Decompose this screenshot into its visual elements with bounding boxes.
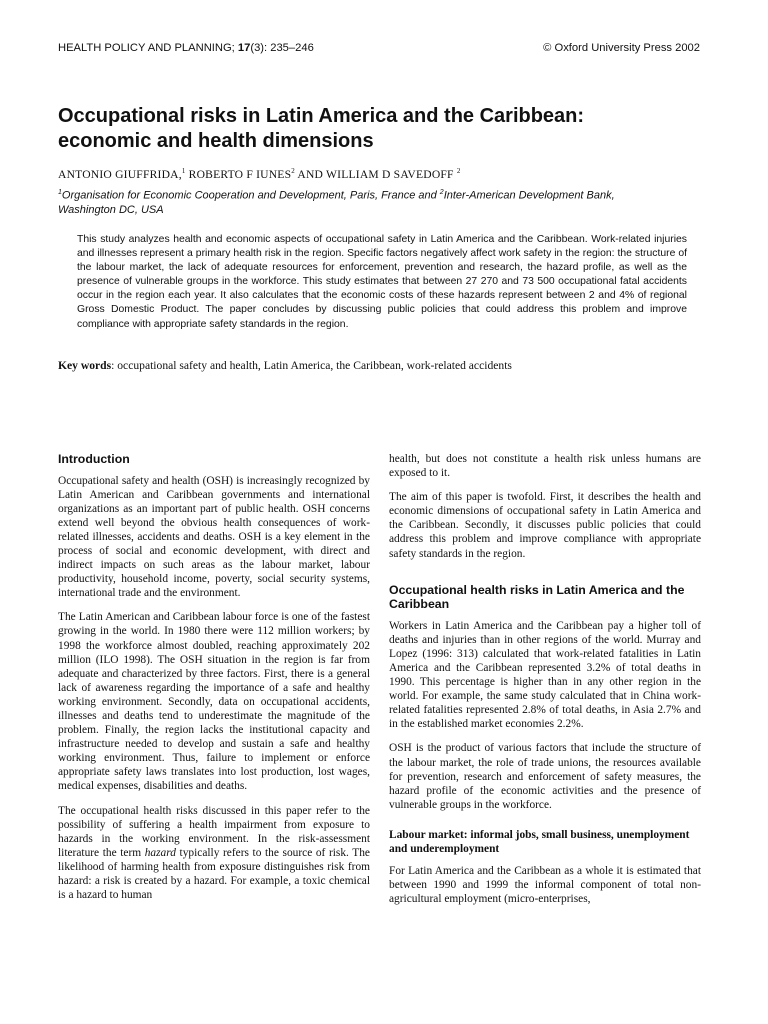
paragraph: Occupational safety and health (OSH) is increasingly recognized by Latin American and Caribbean governments and international organizations as an important part of public health. OSH concerns extend well beyond the obvious health consequences of work-related illnesses, accidents and deaths. OSH is a key element in the process of social and economic development, with direct and indirect impacts on such areas as the labour market, labour productivity, household income, poverty, social security systems, international trade and the environment. bbox=[58, 474, 370, 600]
author-list bbox=[58, 167, 718, 181]
abstract: This study analyzes health and economic aspects of occupational safety in Latin America and the Caribbean. Work-related injuries and illnesses represent a primary health risk in the region. Specific factors negatively affect work safety in the region: the structure of the labour market, the lack of adequate resources for enforcement, prevention and research, the hazard profile, as well as the presence of vulnerable groups in the workforce. This study estimates that between 27 270 and 73 500 occupational fatal accidents occur in the region each year. It also calculates that the economic costs of these hazards represent between 2 and 4% of regional Gross Domestic Product. The paper concludes by discussing public policies that could address this problem and improve compliance with appropriate safety standards in the region. bbox=[77, 234, 687, 330]
section-heading-introduction: Introduction bbox=[58, 452, 130, 466]
article-title bbox=[58, 104, 718, 154]
affil-idb: Inter-American Development Bank, bbox=[443, 189, 615, 202]
keywords-text: : occupational safety and health, Latin America, the Caribbean, work-related accidents bbox=[111, 359, 512, 372]
affil-oecd: Organisation for Economic Cooperation and Development, Paris, France and bbox=[61, 189, 440, 202]
paragraph: The occupational health risks discussed in this paper refer to the possibility of suffering a health impairment from exposure to hazards in the working environment. In the risk-assessment literature the term hazard typically refers to the source of risk. The likelihood of harming health from exposure distinguishes risk from hazard: a risk is created by a hazard. For example, a toxic chemical is a hazard to human bbox=[58, 804, 370, 902]
subsection-heading-labour-market: Labour market: informal jobs, small business, unemployment and underemployment bbox=[389, 828, 690, 855]
author-affil-mark: 1 bbox=[181, 167, 186, 175]
publisher-copyright: © Oxford University Press 2002 bbox=[543, 42, 700, 54]
title-line-1: Occupational risks in Latin America and the Caribbean: bbox=[58, 105, 585, 127]
emphasis-hazard: hazard bbox=[144, 846, 176, 859]
affil-mark: 2 bbox=[439, 189, 444, 196]
affiliations bbox=[58, 186, 718, 218]
author-giuffrida: ANTONIO GIUFFRIDA, bbox=[58, 167, 182, 181]
affil-mark: 1 bbox=[58, 189, 62, 196]
author-iunes: ROBERTO F IUNES bbox=[185, 167, 292, 181]
section-heading-health-risks: Occupational health risks in Latin America and the Caribbean bbox=[389, 582, 685, 612]
author-affil-mark: 2 bbox=[291, 167, 295, 175]
author-affil-mark: 2 bbox=[456, 167, 461, 175]
paragraph: The aim of this paper is twofold. First, it describes the health and economic dimensions of occupational safety in Latin America and the Caribbean. Secondly, it discusses public policies that could address this problem and improve compliance with appropriate safety standards in the region. bbox=[389, 491, 701, 560]
left-column bbox=[58, 452, 370, 902]
paragraph: Workers in Latin America and the Caribbean pay a higher toll of deaths and injuries than in other regions of the world. Murray and Lopez (1996: 313) calculated that work-related fatalities in Latin America and the Caribbean represented 3.2% of total deaths in 1990. This percentage is higher than in any other region in the world. For example, the same study calculated that in China work-related fatalities represented 2.8% of total deaths, in Asia 2.7% and in the established market economies 2.2%. bbox=[389, 619, 701, 731]
keywords-label: Key words bbox=[58, 359, 112, 372]
author-savedoff: AND WILLIAM D SAVEDOFF bbox=[294, 167, 457, 181]
paragraph: health, but does not constitute a health risk unless humans are exposed to it. bbox=[389, 453, 701, 480]
paragraph: The Latin American and Caribbean labour force is one of the fastest growing in the world. In 1980 there were 112 million workers; by 1998 the workforce almost doubled, reaching approximately 202 million (ILO 1998). The OSH situation in the region is far from adequate and characterized by three factors. First, there is a general lack of awareness regarding the importance of a safe and healthy working environment. Secondly, data on occupational accidents, illnesses and deaths tend to underestimate the magnitude of the problem. Finally, the region lacks the institutional capacity and infrastructure needed to develop and sustain a safe and healthy working environment. Thus, failure to implement or enforce appropriate safety laws translates into lost production, lost wages, medical expenses, disabilities and deaths. bbox=[58, 611, 370, 793]
journal-volume: 17 bbox=[237, 42, 251, 54]
paragraph: OSH is the product of various factors that include the structure of the labour market, the role of trade unions, the resources available for prevention, research and enforcement of safety measures, the hazard profile of the economic activities and the presence of vulnerable groups in the workforce. bbox=[389, 742, 701, 811]
keywords bbox=[58, 359, 718, 372]
journal-pages: (3): 235–246 bbox=[250, 42, 314, 54]
affil-location: Washington DC, USA bbox=[58, 204, 164, 217]
journal-citation: HEALTH POLICY AND PLANNING; 17(3): 235–246 bbox=[58, 42, 314, 54]
title-line-2: economic and health dimensions bbox=[58, 130, 374, 152]
right-column bbox=[389, 452, 701, 906]
running-head bbox=[58, 42, 700, 54]
paragraph: For Latin America and the Caribbean as a whole it is estimated that between 1990 and 1999 the informal component of total non-agricultural employment (micro-enterprises, bbox=[389, 865, 701, 906]
